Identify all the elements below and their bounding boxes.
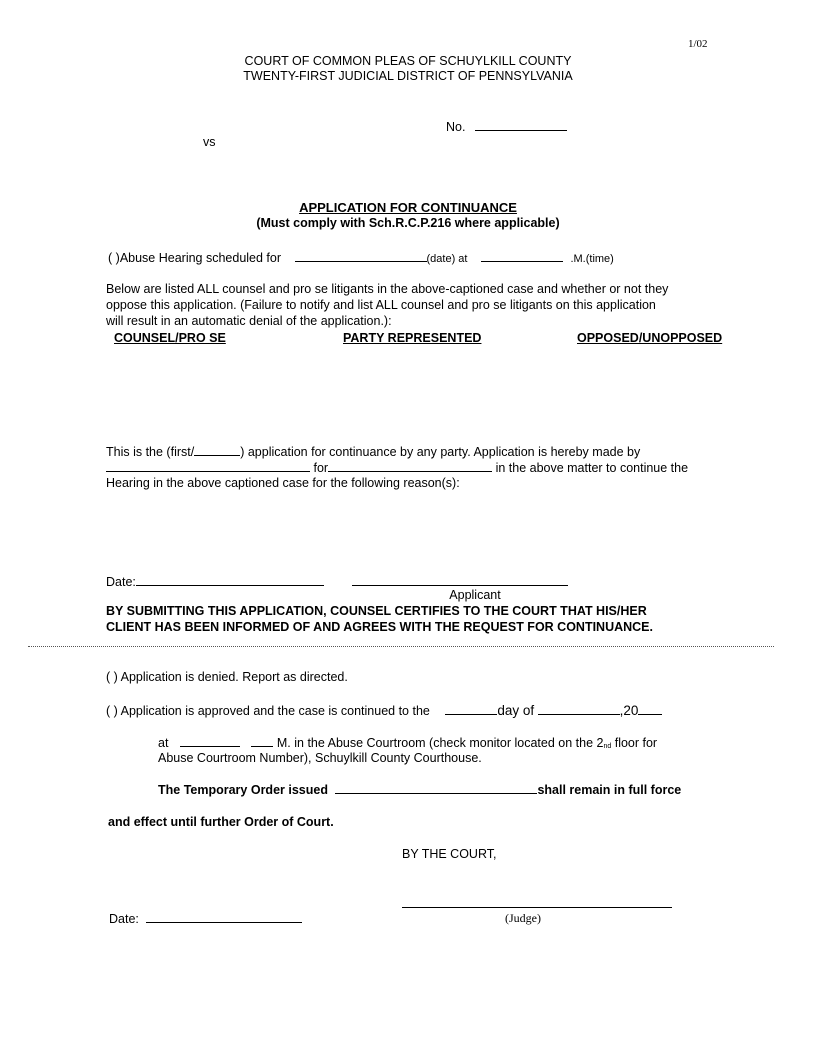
time-hint: .M.(time) xyxy=(570,253,614,265)
hearing-label: Abuse Hearing scheduled for xyxy=(119,251,282,265)
applicant-date-label: Date: xyxy=(106,575,136,589)
judge-label: (Judge) xyxy=(505,911,541,925)
versus-label: vs xyxy=(203,135,216,149)
by-the-court: BY THE COURT, xyxy=(402,847,497,861)
denied-text: Application is denied. Report as directed. xyxy=(120,670,348,684)
case-number-label: No. xyxy=(446,120,466,134)
approved-text: Application is approved and the case is continued to the xyxy=(120,704,430,718)
certification-line-1: BY SUBMITTING THIS APPLICATION, COUNSEL CERTIFIES TO THE COURT THAT HIS/HER xyxy=(106,604,647,618)
order-date-label: Date: xyxy=(109,912,139,926)
applicant-date-blank[interactable] xyxy=(136,574,324,586)
temp-order-date-blank[interactable] xyxy=(335,782,537,794)
hearing-date-blank[interactable] xyxy=(295,250,427,262)
application-line-1b: ) application for continuance by any party. Application is hereby made by xyxy=(240,445,641,459)
column-party: PARTY REPRESENTED xyxy=(343,331,482,345)
case-number-blank[interactable] xyxy=(475,119,567,131)
hearing-checkbox[interactable]: ( ) xyxy=(108,251,120,265)
courtroom-text-b: floor for xyxy=(611,736,658,750)
cut-divider xyxy=(28,646,774,647)
order-date-blank[interactable] xyxy=(146,911,302,923)
application-line-3: Hearing in the above captioned case for the following reason(s): xyxy=(106,476,460,490)
day-of-label: day of xyxy=(497,703,535,718)
continued-year-blank[interactable] xyxy=(638,703,662,715)
denied-checkbox[interactable]: ( ) xyxy=(106,670,118,684)
instructions-line-3: will result in an automatic denial of the application.): xyxy=(106,314,392,328)
applicant-date-field[interactable] xyxy=(106,574,324,590)
denied-line xyxy=(106,670,348,685)
time-ampm-blank[interactable] xyxy=(251,735,273,747)
courtroom-line-1 xyxy=(158,735,657,751)
instructions-line-1: Below are listed ALL counsel and pro se litigants in the above-captioned case and whether or not they xyxy=(106,282,669,296)
hearing-line xyxy=(108,250,614,266)
applicant-signature-line[interactable] xyxy=(352,585,568,586)
applicant-name-blank[interactable] xyxy=(106,460,310,472)
for-label: for xyxy=(313,461,329,475)
form-code: 1/02 xyxy=(688,38,708,50)
continued-month-blank[interactable] xyxy=(538,703,620,715)
application-line-1a: This is the (first/ xyxy=(106,445,195,459)
ordinal-suffix: nd xyxy=(603,743,612,750)
applicant-label: Applicant xyxy=(449,588,501,602)
temp-order-line xyxy=(158,782,681,798)
temp-order-line-2: and effect until further Order of Court. xyxy=(108,815,334,829)
year-prefix: ,20 xyxy=(619,703,639,718)
district-name: TWENTY-FIRST JUDICIAL DISTRICT OF PENNSYLVANIA xyxy=(243,69,573,83)
case-number-field[interactable] xyxy=(446,119,567,135)
temp-order-text-b: shall remain in full force xyxy=(537,783,682,797)
application-line-2 xyxy=(106,460,688,476)
application-line-1 xyxy=(106,444,640,460)
certification-line-2: CLIENT HAS BEEN INFORMED OF AND AGREES WITH THE REQUEST FOR CONTINUANCE. xyxy=(106,620,653,634)
date-hint: (date) at xyxy=(426,253,468,265)
party-name-blank[interactable] xyxy=(328,460,492,472)
order-date-field[interactable] xyxy=(109,911,302,927)
courtroom-text-a: M. in the Abuse Courtroom (check monitor located on the 2 xyxy=(276,736,604,750)
column-opposed: OPPOSED/UNOPPOSED xyxy=(577,331,723,345)
application-number-blank[interactable] xyxy=(194,444,240,456)
at-label: at xyxy=(158,736,169,750)
hearing-time-blank[interactable] xyxy=(481,250,563,262)
approved-line xyxy=(106,703,662,719)
temp-order-text-a: The Temporary Order issued xyxy=(158,783,328,797)
time-hour-blank[interactable] xyxy=(180,735,240,747)
form-title: APPLICATION FOR CONTINUANCE xyxy=(299,200,517,215)
court-name: COURT OF COMMON PLEAS OF SCHUYLKILL COUNTY xyxy=(244,54,572,68)
column-counsel: COUNSEL/PRO SE xyxy=(114,331,226,345)
application-line-2-tail: in the above matter to continue the xyxy=(495,461,689,475)
form-subtitle: (Must comply with Sch.R.C.P.216 where applicable) xyxy=(256,216,560,230)
judge-signature-line[interactable] xyxy=(402,907,672,908)
instructions-line-2: oppose this application. (Failure to notify and list ALL counsel and pro se litigants on this application xyxy=(106,298,656,312)
approved-checkbox[interactable]: ( ) xyxy=(106,704,118,718)
courtroom-line-2: Abuse Courtroom Number), Schuylkill County Courthouse. xyxy=(158,751,482,765)
continued-day-blank[interactable] xyxy=(445,703,497,715)
